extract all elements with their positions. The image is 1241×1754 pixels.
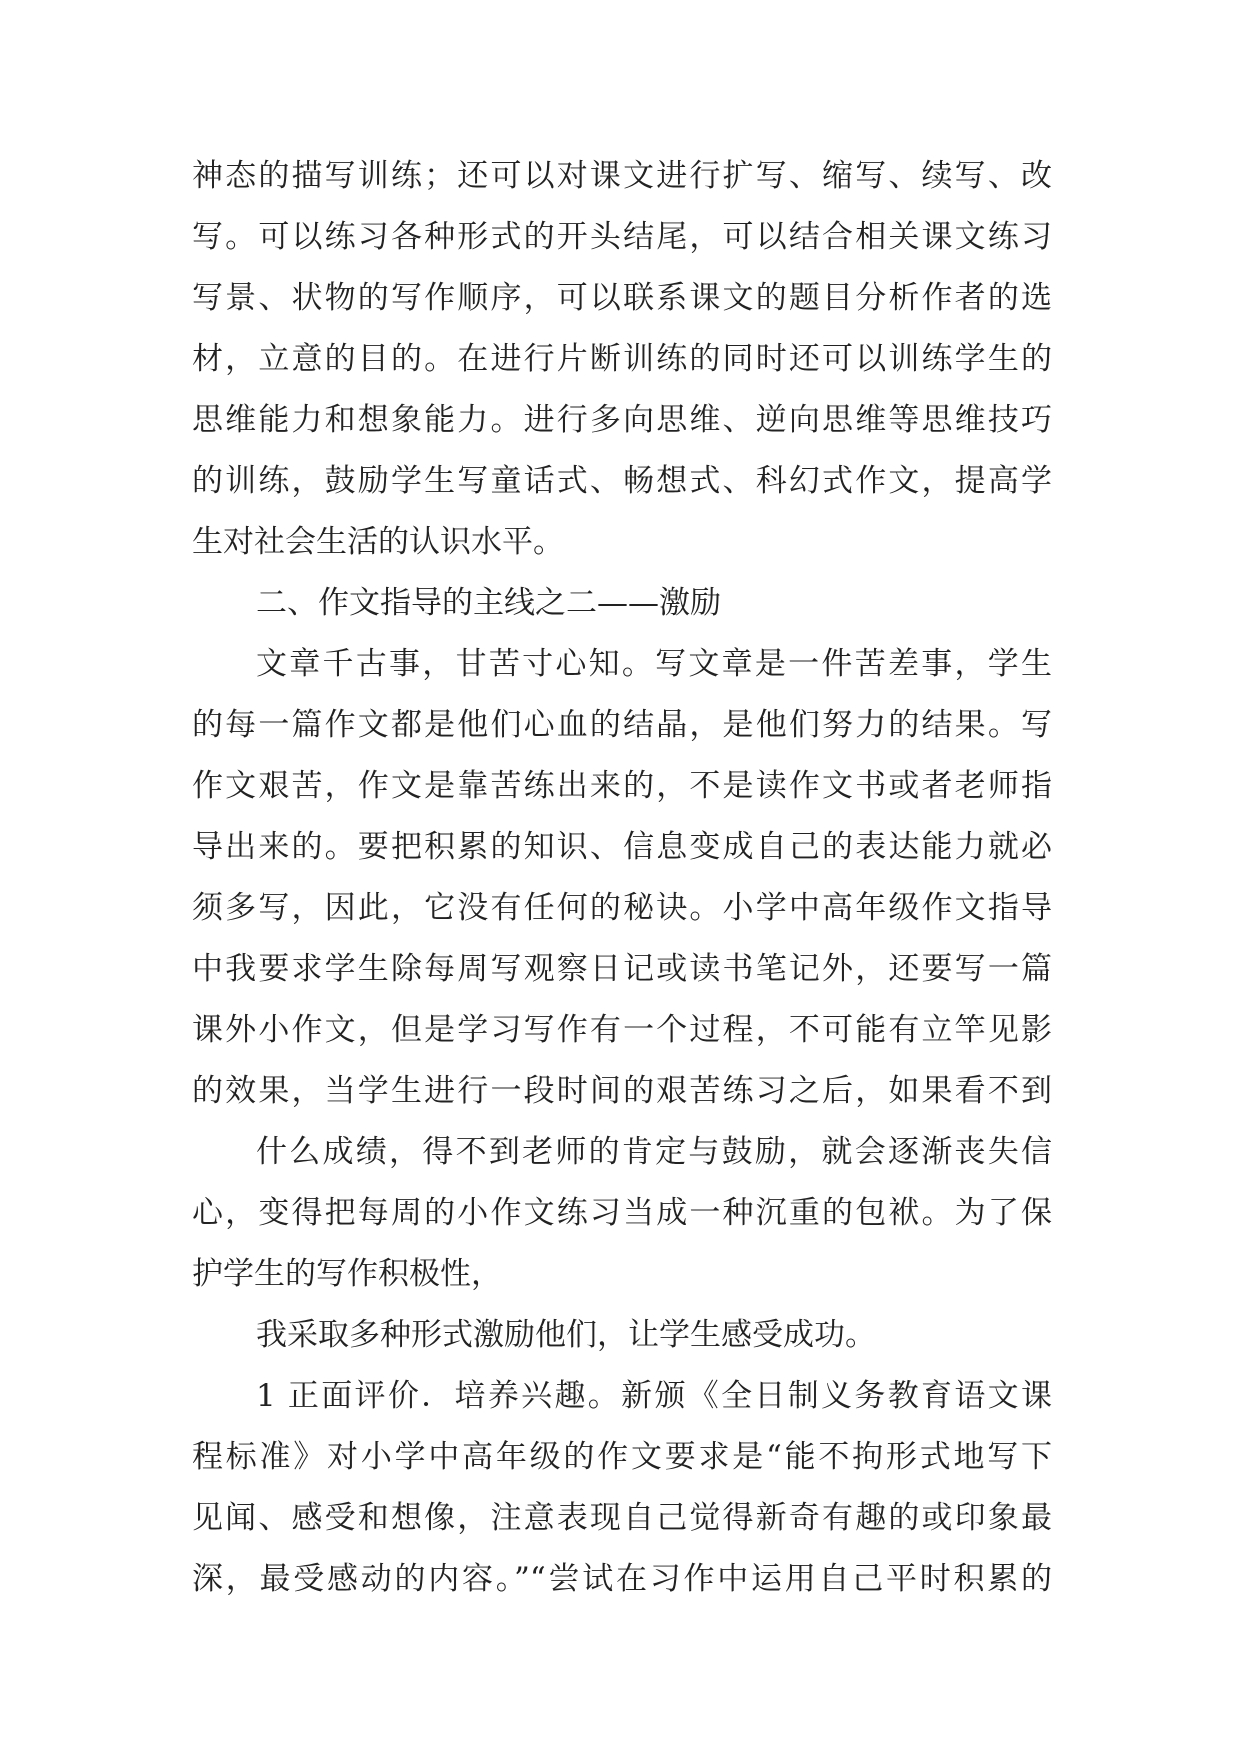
- text-line: 的训练，鼓励学生写童话式、畅想式、科幻式作文，提高学: [192, 463, 1052, 499]
- text-line: 1 正面评价．培养兴趣。新颁《全日制义务教育语文课: [256, 1378, 1052, 1414]
- text-line: 导出来的。要把积累的知识、信息变成自己的表达能力就必: [192, 829, 1052, 865]
- text-line: 材，立意的目的。在进行片断训练的同时还可以训练学生的: [192, 341, 1052, 377]
- text-line: 我采取多种形式激励他们，让学生感受成功。: [256, 1317, 876, 1353]
- text-line: 护学生的写作积极性，: [192, 1256, 502, 1292]
- section-heading: 二、作文指导的主线之二——激励: [256, 585, 721, 621]
- text-line: 见闻、感受和想像，注意表现自己觉得新奇有趣的或印象最: [192, 1500, 1052, 1536]
- text-line: 须多写，因此，它没有任何的秘诀。小学中高年级作文指导: [192, 890, 1052, 926]
- text-line: 心，变得把每周的小作文练习当成一种沉重的包袱。为了保: [192, 1195, 1052, 1231]
- text-line: 写。可以练习各种形式的开头结尾，可以结合相关课文练习: [192, 219, 1052, 255]
- text-line: 深，最受感动的内容。”“尝试在习作中运用自己平时积累的: [192, 1561, 1052, 1597]
- text-line: 神态的描写训练；还可以对课文进行扩写、缩写、续写、改: [192, 158, 1052, 194]
- text-line: 课外小作文，但是学习写作有一个过程，不可能有立竿见影: [192, 1012, 1052, 1048]
- text-line: 的效果，当学生进行一段时间的艰苦练习之后，如果看不到: [192, 1073, 1052, 1109]
- text-line: 的每一篇作文都是他们心血的结晶，是他们努力的结果。写: [192, 707, 1052, 743]
- text-line: 写景、状物的写作顺序，可以联系课文的题目分析作者的选: [192, 280, 1052, 316]
- text-line: 文章千古事，甘苦寸心知。写文章是一件苦差事，学生: [256, 646, 1052, 682]
- text-line: 中我要求学生除每周写观察日记或读书笔记外，还要写一篇: [192, 951, 1052, 987]
- text-line: 思维能力和想象能力。进行多向思维、逆向思维等思维技巧: [192, 402, 1052, 438]
- text-line: 程标准》对小学中高年级的作文要求是“能不拘形式地写下: [192, 1439, 1052, 1475]
- text-line: 生对社会生活的认识水平。: [192, 524, 564, 560]
- text-line: 什么成绩，得不到老师的肯定与鼓励，就会逐渐丧失信: [256, 1134, 1052, 1170]
- text-line: 作文艰苦，作文是靠苦练出来的，不是读作文书或者老师指: [192, 768, 1052, 804]
